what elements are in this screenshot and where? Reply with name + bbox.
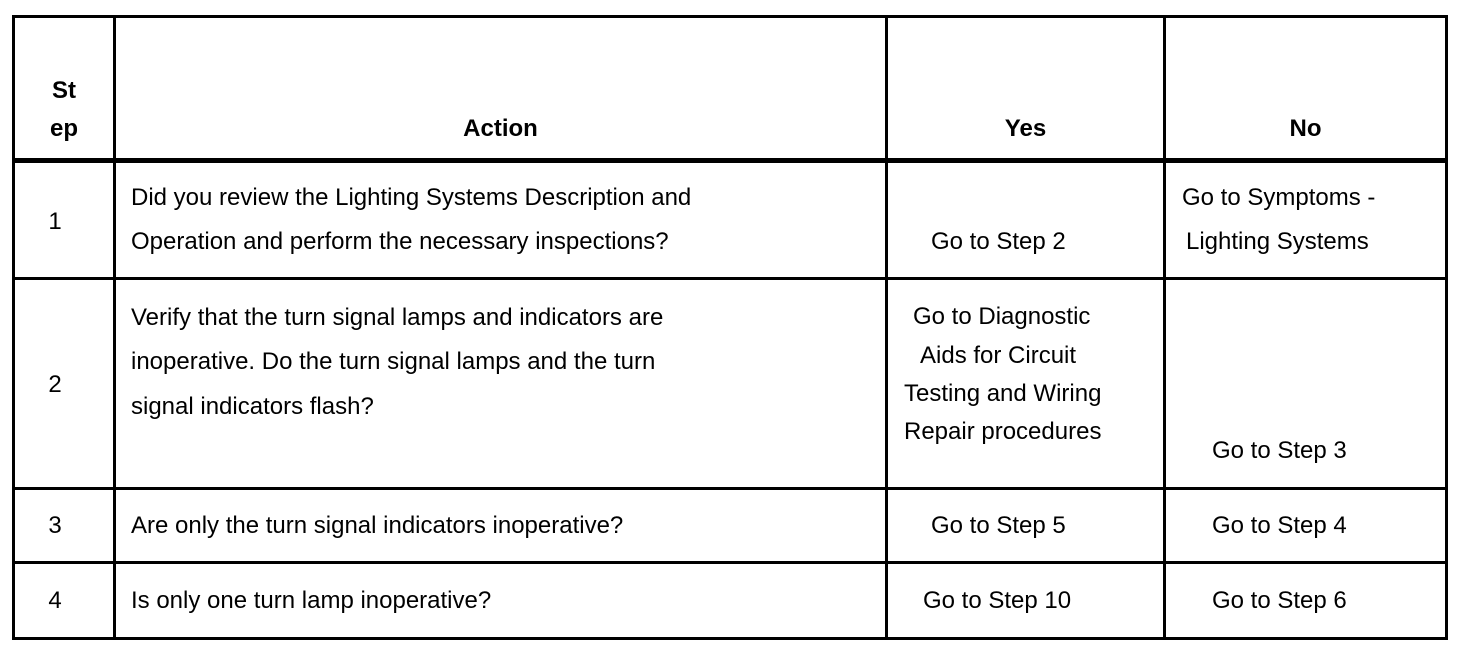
header-step-line2: ep [49,115,78,142]
row-separator-3 [12,561,1448,564]
table-border-top [12,15,1448,18]
row-4-yes: Go to Step 10 [923,587,1072,614]
row-1-no-line2: Lighting Systems [1186,228,1369,255]
row-separator-2 [12,487,1448,490]
header-no: No [1289,115,1322,142]
row-3-step: 3 [48,512,62,539]
row-1-action-line2: Operation and perform the necessary inspections? [131,228,669,255]
row-2-action-line1: Verify that the turn signal lamps and indicators are [131,304,664,331]
row-1-step: 1 [48,208,62,235]
row-2-no: Go to Step 3 [1212,437,1347,464]
row-separator-1 [12,277,1448,280]
table-border-bottom [12,637,1448,640]
header-yes: Yes [1004,115,1047,142]
row-4-no: Go to Step 6 [1212,587,1347,614]
row-1-no-line1: Go to Symptoms - [1182,184,1376,211]
header-separator [12,158,1448,163]
row-3-yes: Go to Step 5 [931,512,1066,539]
header-action: Action [463,115,538,142]
header-step-line1: St [52,77,76,104]
row-3-no: Go to Step 4 [1212,512,1347,539]
table-border-right [1445,15,1448,640]
row-2-yes-line3: Testing and Wiring [904,380,1102,407]
row-2-yes-line1: Go to Diagnostic [913,303,1091,330]
row-2-yes-line2: Aids for Circuit [920,342,1077,369]
row-2-step: 2 [48,371,62,398]
row-1-yes: Go to Step 2 [931,228,1066,255]
row-2-action-line2: inoperative. Do the turn signal lamps and the turn [131,348,656,375]
row-2-action-line3: signal indicators flash? [131,393,374,420]
row-4-step: 4 [48,587,62,614]
row-3-action: Are only the turn signal indicators inoperative? [131,512,624,539]
row-1-action-line1: Did you review the Lighting Systems Description and [131,184,692,211]
row-4-action: Is only one turn lamp inoperative? [131,587,492,614]
row-2-yes-line4: Repair procedures [904,418,1102,445]
